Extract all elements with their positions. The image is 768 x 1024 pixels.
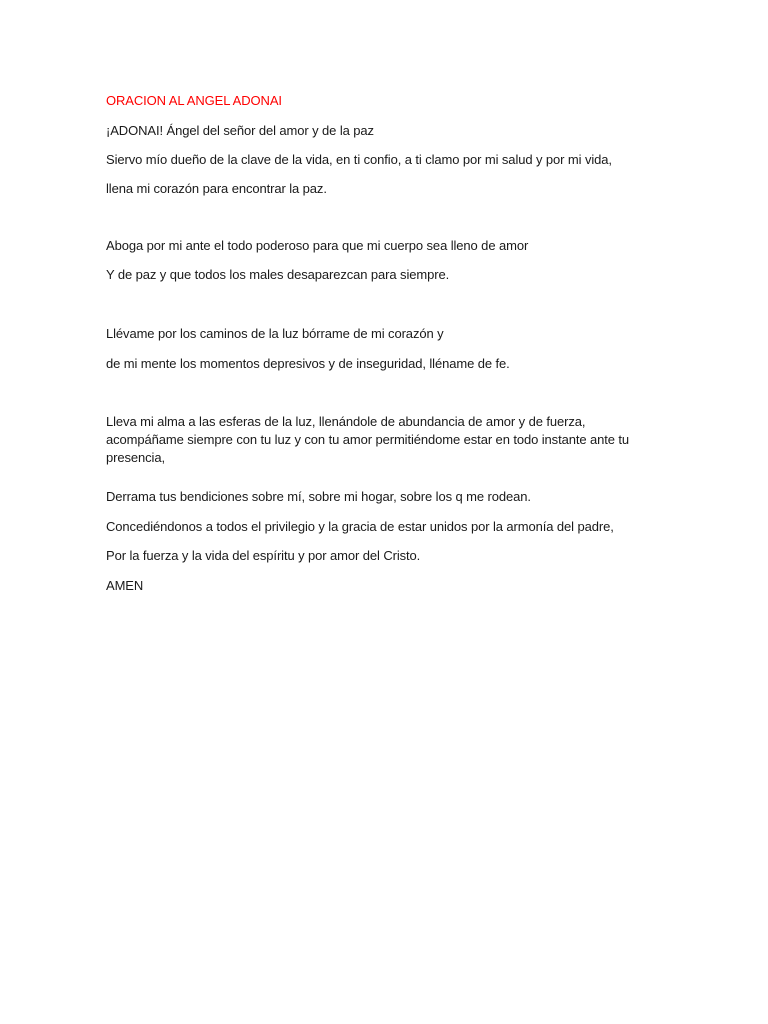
text-line-amen: AMEN [106,578,144,593]
text-line-7: de mi mente los momentos depresivos y de inseguridad, lléname de fe. [106,356,510,371]
text-line-11: Por la fuerza y la vida del espíritu y por amor del Cristo. [106,548,421,563]
text-paragraph-8: Lleva mi alma a las esferas de la luz, llenándole de abundancia de amor y de fuerza, acompáñame siempre con tu luz y con tu amor permitiéndome estar en todo instante ante tu presencia, [106,414,630,465]
text-line-4: Aboga por mi ante el todo poderoso para que mi cuerpo sea lleno de amor [106,238,529,253]
text-line-9: Derrama tus bendiciones sobre mí, sobre mi hogar, sobre los q me rodean. [106,489,531,504]
text-line-1: ¡ADONAI! Ángel del señor del amor y de la paz [106,123,374,138]
text-line-2: Siervo mío dueño de la clave de la vida, en ti confio, a ti clamo por mi salud y por mi vida, [106,152,612,167]
text-line-3: llena mi corazón para encontrar la paz. [106,181,327,196]
text-line-5: Y de paz y que todos los males desaparezcan para siempre. [106,267,450,282]
text-line-6: Llévame por los caminos de la luz bórrame de mi corazón y [106,326,444,341]
text-line-10: Concediéndonos a todos el privilegio y la gracia de estar unidos por la armonía del padre, [106,519,614,534]
document-title: ORACION AL ANGEL ADONAI [106,93,282,108]
